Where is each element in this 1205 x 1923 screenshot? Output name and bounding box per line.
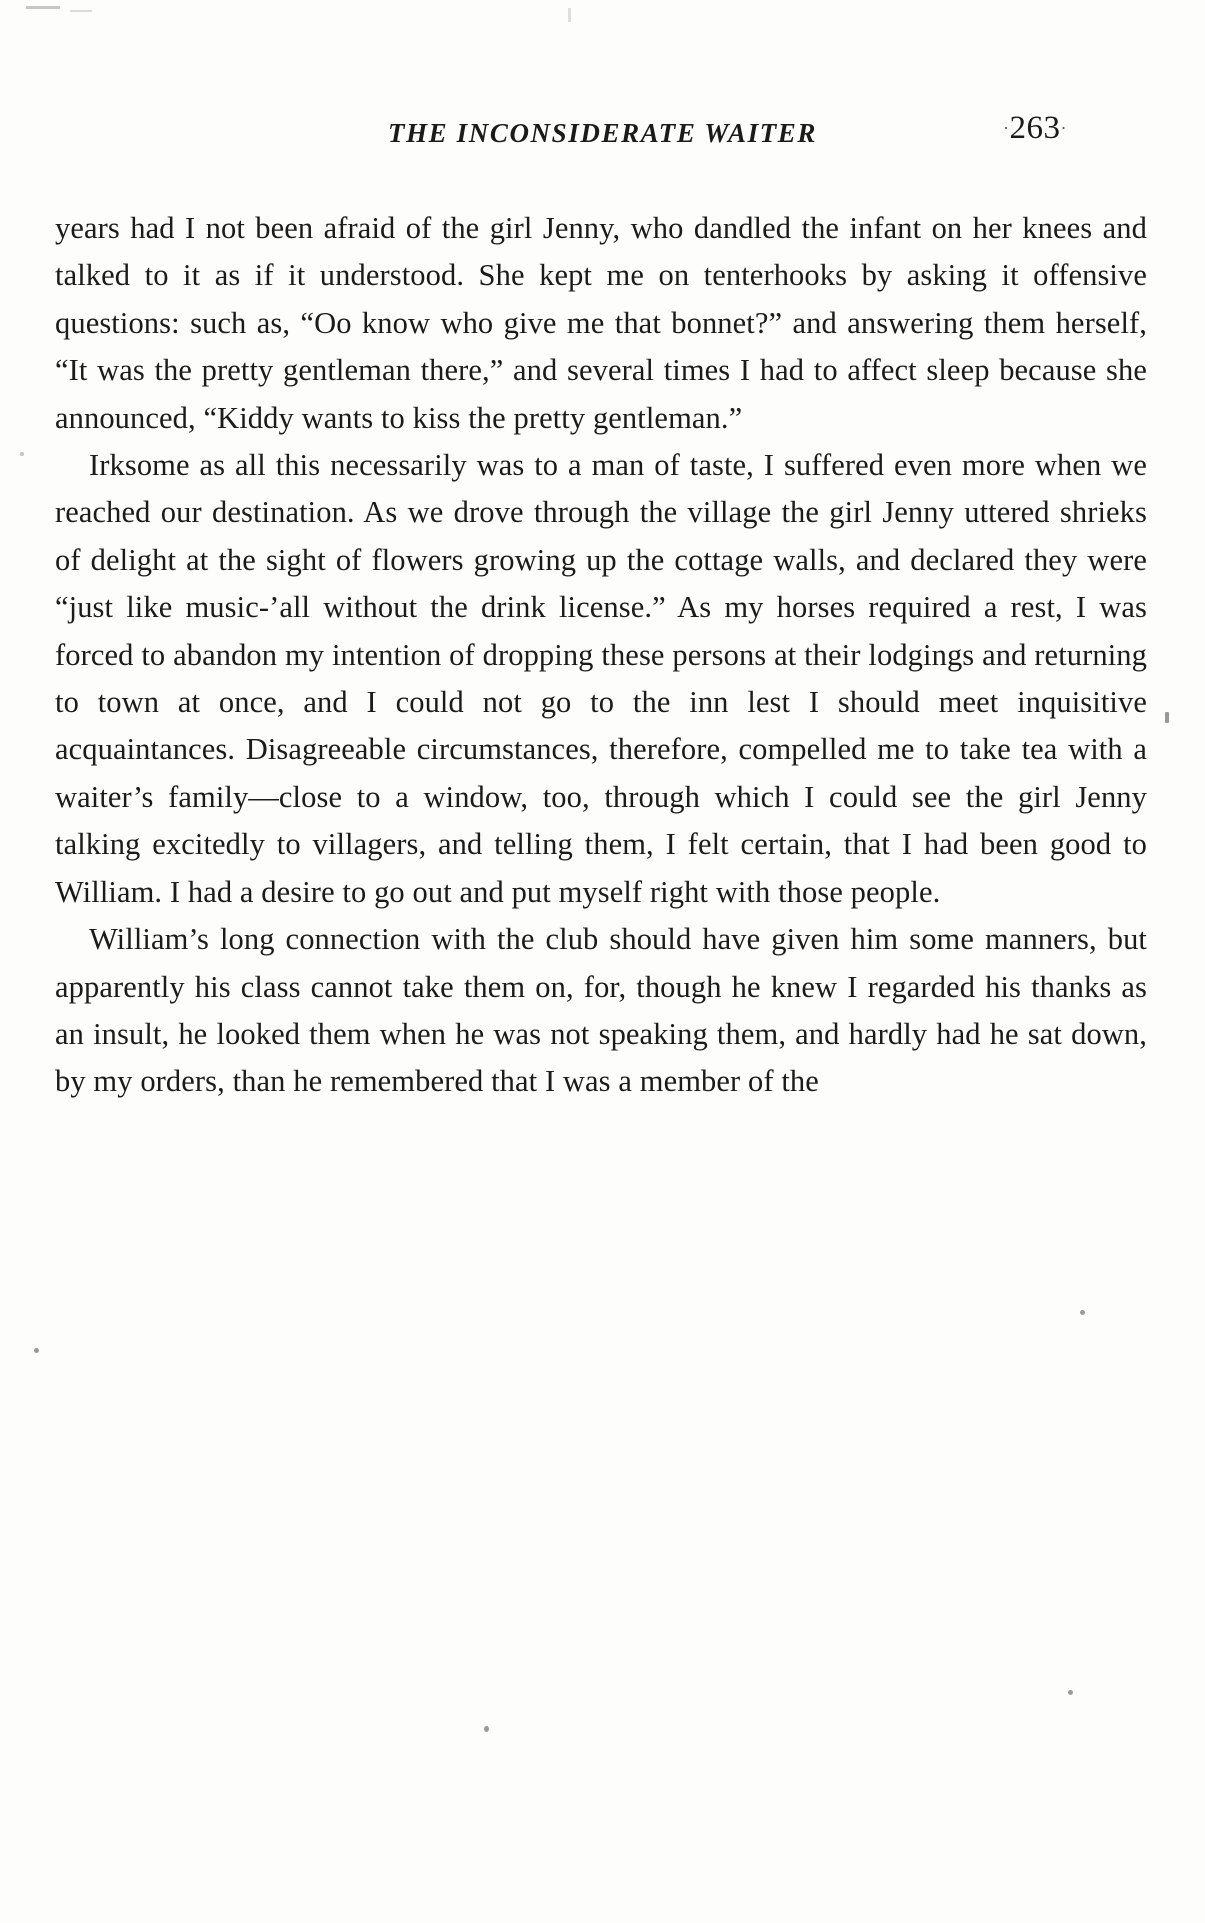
body-text [55, 205, 1147, 1106]
page-speck [34, 1348, 39, 1353]
page-speck [1068, 1690, 1073, 1695]
page-speck [484, 1726, 489, 1732]
folio-left-speck: · [1003, 118, 1010, 138]
scan-artifact-mark [568, 8, 571, 22]
page-speck [20, 452, 24, 456]
paragraph: years had I not been afraid of the girl Jenny, who dandled the infant on her knees and talked to it as if it understood. She kept me on tenterhooks by asking it offensive questions: such as, “Oo know who give me that bonnet?” and answering them herself, “It was the pretty gentleman there,” and several times I had to affect sleep because she announced, “Kiddy wants to kiss the pretty gentleman.” [55, 211, 1147, 435]
folio-number: 263 [1009, 110, 1061, 146]
running-title: THE INCONSIDERATE WAITER [387, 118, 818, 148]
page-number [1003, 110, 1067, 147]
page-speck [1165, 712, 1169, 723]
scan-artifact-mark [26, 6, 60, 9]
paragraph: Irksome as all this necessarily was to a man of taste, I suffered even more when we reached our destination. As we drove through the village the girl Jenny uttered shrieks of delight at the sight of flowers growing up the cottage walls, and declared they were “just like music-’all without the drink license.” As my horses required a rest, I was forced to abandon my intention of dropping these persons at their lodgings and returning to town at once, and I could not go to the inn lest I should meet inquisitive acquaintances. Disagreeable circumstances, therefore, compelled me to take tea with a waiter’s family—close to a window, too, through which I could see the girl Jenny talking excitedly to villagers, and telling them, I felt certain, that I had been good to William. I had a desire to go out and put myself right with those people. [55, 448, 1147, 909]
scan-artifact-mark [70, 10, 92, 12]
page-speck [1080, 1310, 1085, 1315]
folio-right-speck: · [1060, 118, 1067, 138]
paragraph: William’s long connection with the club should have given him some manners, but apparently his class cannot take them on, for, though he knew I regarded his thanks as an insult, he looked them when he was not speaking them, and hardly had he sat down, by my orders, than he remembered that I was a member of the [55, 922, 1147, 1099]
